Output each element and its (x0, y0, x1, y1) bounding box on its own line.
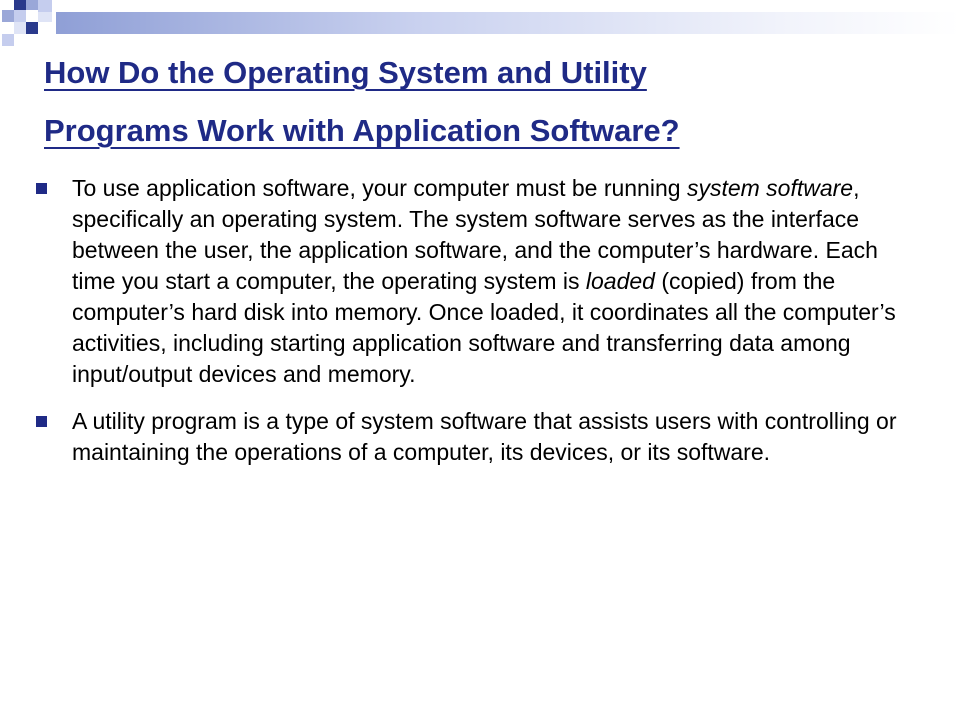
header-gradient-bar (56, 12, 960, 34)
bullet-item-utility-program (36, 406, 916, 468)
slide-title (44, 44, 944, 160)
term-system-software: system software (686, 175, 854, 201)
slide-title-line-2: Programs Work with Application Software? (44, 113, 680, 148)
slide-title-line-1: How Do the Operating System and Utility (44, 55, 647, 90)
square-bullet-icon (36, 183, 47, 194)
decor-square (2, 34, 14, 46)
decor-square (38, 12, 52, 22)
decor-square (38, 0, 52, 12)
decor-square (2, 10, 14, 22)
decor-square (26, 0, 38, 10)
bullet-item-operating-system (36, 173, 916, 390)
decor-square (14, 22, 26, 34)
term-loaded: loaded (585, 268, 655, 294)
bullet-text-part: , specifically an operating system. The system software serves as the interface between the user, the application software, and the computer’s hardware. Each time you start a computer, the operating system is (72, 175, 878, 294)
bullet-text: A utility program is a type of system software that assists users with controlling or maintaining the operations of a computer, its devices, or its software. (72, 408, 897, 465)
decor-square (14, 0, 26, 10)
bullet-text-part: (copied) from the computer’s hard disk into memory. Once loaded, it coordinates all the computer’s activities, including starting application software and transferring data among input/output devices and memory. (72, 268, 896, 387)
square-bullet-icon (36, 416, 47, 427)
bullet-list (36, 173, 916, 484)
bullet-text-part: To use application software, your computer must be running (72, 175, 687, 201)
decor-square (14, 10, 26, 22)
decor-square (26, 22, 38, 34)
